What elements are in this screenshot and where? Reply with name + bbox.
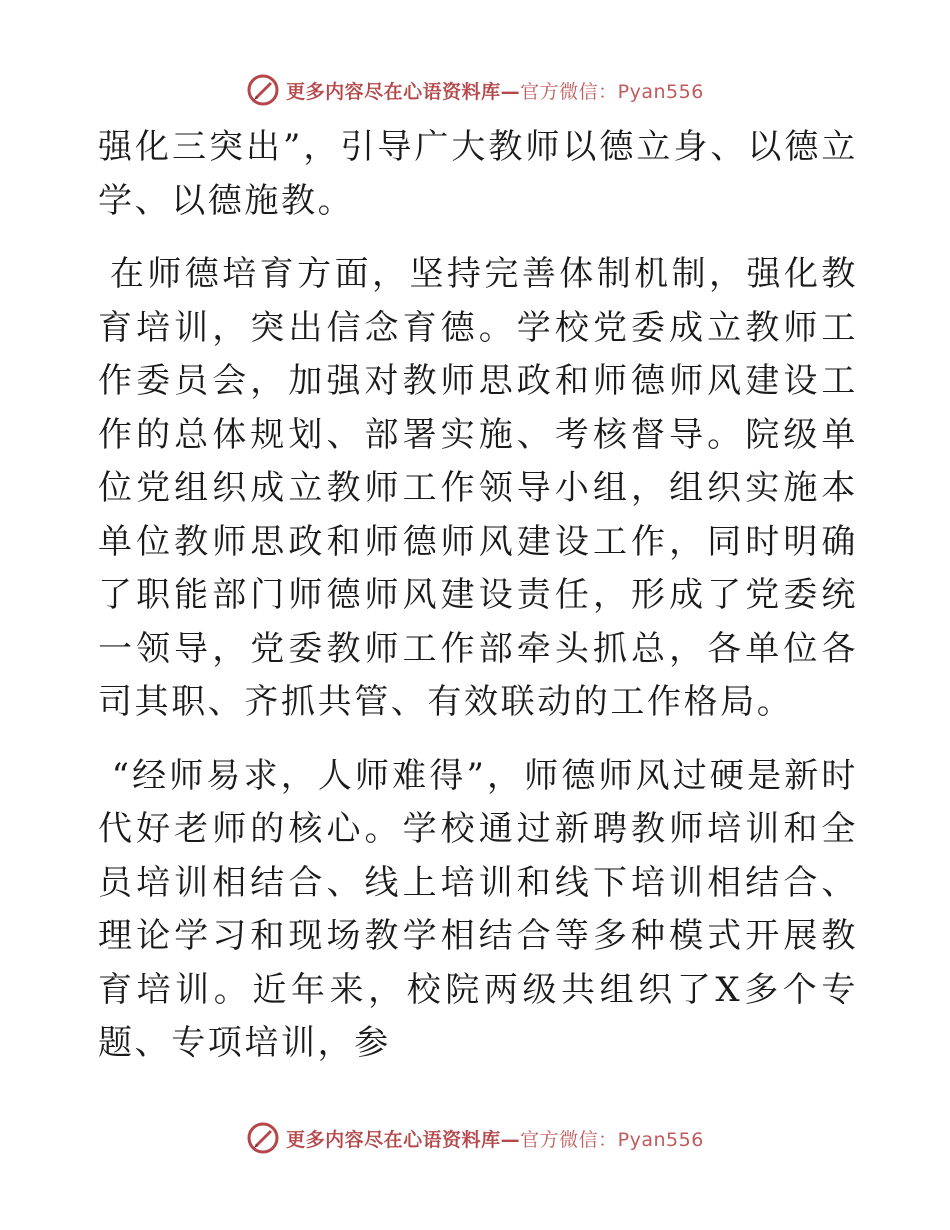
paragraph-3: “经师易求，人师难得”，师德师风过硬是新时代好老师的核心。学校通过新聘教师培训和全员培训相结合、线上培训和线下培训相结合、理论学习和现场教学相结合等多种模式开展教育培训。近年来，校院两级共组织了X多个专题、专项培训，参 [98,755,858,1063]
header-watermark [0,70,950,110]
footer-watermark [0,1118,950,1158]
header-watermark-text: 更多内容尽在心语资料库—官方微信：Pyan556 [286,80,704,103]
quill-logo-icon [246,73,280,107]
footer-watermark-text: 更多内容尽在心语资料库—官方微信：Pyan556 [286,1128,704,1151]
document-body [98,121,858,1071]
paragraph-2: 在师德培育方面，坚持完善体制机制，强化教育培训，突出信念育德。学校党委成立教师工作委员会，加强对教师思政和师德师风建设工作的总体规划、部署实施、考核督导。院级单位党组织成立教师工作领导小组，组织实施本单位教师思政和师德师风建设工作，同时明确了职能部门师德师风建设责任，形成了党委统一领导，党委教师工作部牵头抓总，各单位各司其职、齐抓共管、有效联动的工作格局。 [98,254,858,722]
quill-logo-icon [246,1121,280,1155]
paragraph-1: 强化三突出”，引导广大教师以德立身、以德立学、以德施教。 [98,127,858,221]
